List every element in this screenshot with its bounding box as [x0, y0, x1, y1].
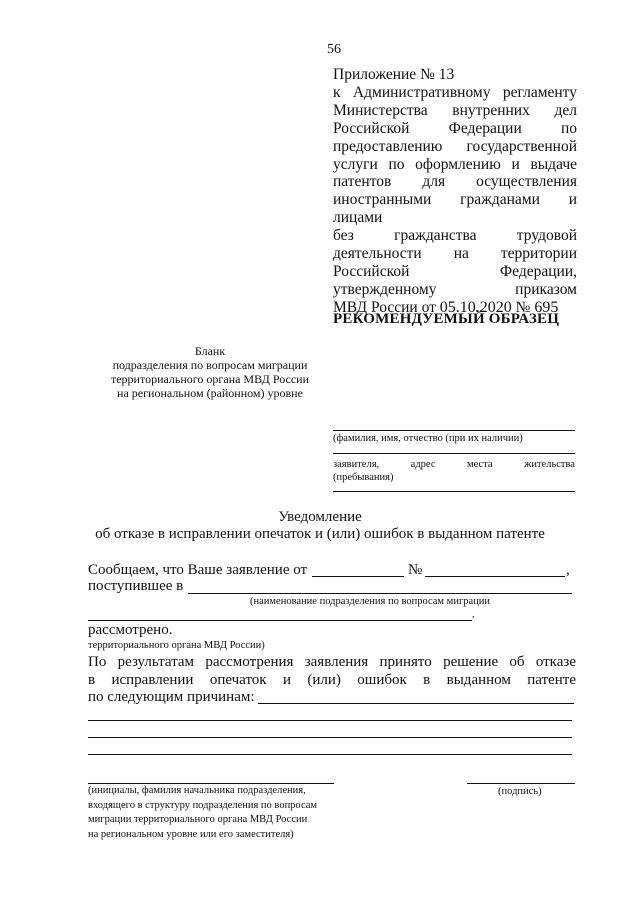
page-number: 56 — [327, 42, 341, 57]
appendix-line: Российской Федерации по — [333, 119, 577, 137]
address-caption-word: места — [466, 459, 493, 470]
letterhead-line: на региональном (районном) уровне — [117, 386, 303, 400]
recommended-sample-heading: РЕКОМЕНДУЕМЫЙ ОБРАЗЕЦ — [333, 311, 560, 327]
order-date: 05.10.2020 — [439, 298, 512, 316]
order-number-label: № — [515, 298, 531, 316]
appendix-line: Российской Федерации, — [333, 262, 577, 280]
report-prefix: Сообщаем, что Ваше заявление от — [88, 562, 308, 578]
address-line-2[interactable] — [333, 491, 575, 492]
number-sign: № — [408, 562, 423, 578]
application-number-field[interactable] — [425, 576, 565, 577]
department-field-2[interactable] — [88, 620, 472, 621]
official-caption-line: на региональном уровне или его заместителя) — [88, 828, 294, 840]
department-field[interactable] — [188, 593, 572, 594]
appendix-line: Приложение № 13 — [333, 66, 455, 83]
comma: , — [566, 562, 570, 578]
address-line[interactable] — [333, 453, 575, 454]
decision-line: По результатам рассмотрения заявления принято решение об отказе — [88, 654, 576, 670]
appendix-order-prefix: МВД России от — [333, 298, 436, 316]
received-in-label: поступившее в — [88, 578, 184, 594]
decision-line: в исправлении опечаток и (или) ошибок в выданном патенте — [88, 671, 576, 688]
department-caption: (наименование подразделения по вопросам миграции — [250, 596, 491, 607]
application-date-field[interactable] — [312, 576, 404, 577]
appendix-line: к Административному регламенту — [333, 83, 577, 101]
fio-caption: (фамилия, имя, отчество (при их наличии) — [333, 433, 523, 444]
official-caption-line: (инициалы, фамилия начальника подразделения, — [88, 785, 306, 796]
appendix-line: предоставлению государственной — [333, 137, 577, 155]
reasons-field-4[interactable] — [88, 754, 572, 755]
address-caption-word: жительства — [524, 459, 575, 470]
appendix-line: иностранными гражданами и лицами — [333, 191, 577, 227]
considered-label: рассмотрено. — [88, 622, 173, 638]
reasons-label: по следующим причинам: — [88, 689, 255, 705]
appendix-line: услуги по оформлению и выдаче — [333, 155, 577, 173]
reasons-field-2[interactable] — [88, 720, 572, 721]
appendix-block — [333, 66, 577, 317]
signature-caption: (подпись) — [498, 786, 542, 797]
territorial-caption: территориального органа МВД России) — [88, 640, 265, 651]
address-caption-line2: (пребывания) — [333, 472, 394, 483]
letterhead-block — [90, 344, 330, 400]
decision-text — [88, 654, 576, 690]
signature-field[interactable] — [467, 783, 575, 784]
fio-line[interactable] — [333, 430, 575, 431]
notice-subtitle: об отказе в исправлении опечаток и (или) ошибок в выданном патенте — [95, 526, 545, 542]
appendix-line: Министерства внутренних дел — [333, 101, 577, 119]
address-caption — [333, 458, 575, 484]
appendix-line: деятельности на территории — [333, 245, 577, 263]
address-caption-word: заявителя, — [333, 459, 380, 470]
appendix-line: без гражданства трудовой — [333, 227, 577, 245]
letterhead-line: территориального органа МВД России — [110, 372, 309, 386]
official-caption-line: миграции территориального органа МВД России — [88, 814, 308, 825]
notice-title: Уведомление — [278, 509, 362, 525]
comma-2: , — [472, 609, 475, 620]
reasons-field[interactable] — [258, 703, 574, 704]
official-name-caption — [88, 784, 317, 842]
letterhead-line: подразделения по вопросам миграции — [112, 358, 308, 372]
official-caption-line: входящего в структуру подразделения по вопросам — [88, 799, 318, 811]
letterhead-title: Бланк — [194, 344, 226, 358]
reasons-field-3[interactable] — [88, 737, 572, 738]
appendix-line: утвержденному приказом — [333, 280, 577, 298]
address-caption-word: адрес — [410, 459, 436, 470]
appendix-line: патентов для осуществления — [333, 173, 577, 191]
order-number: 695 — [534, 298, 559, 316]
